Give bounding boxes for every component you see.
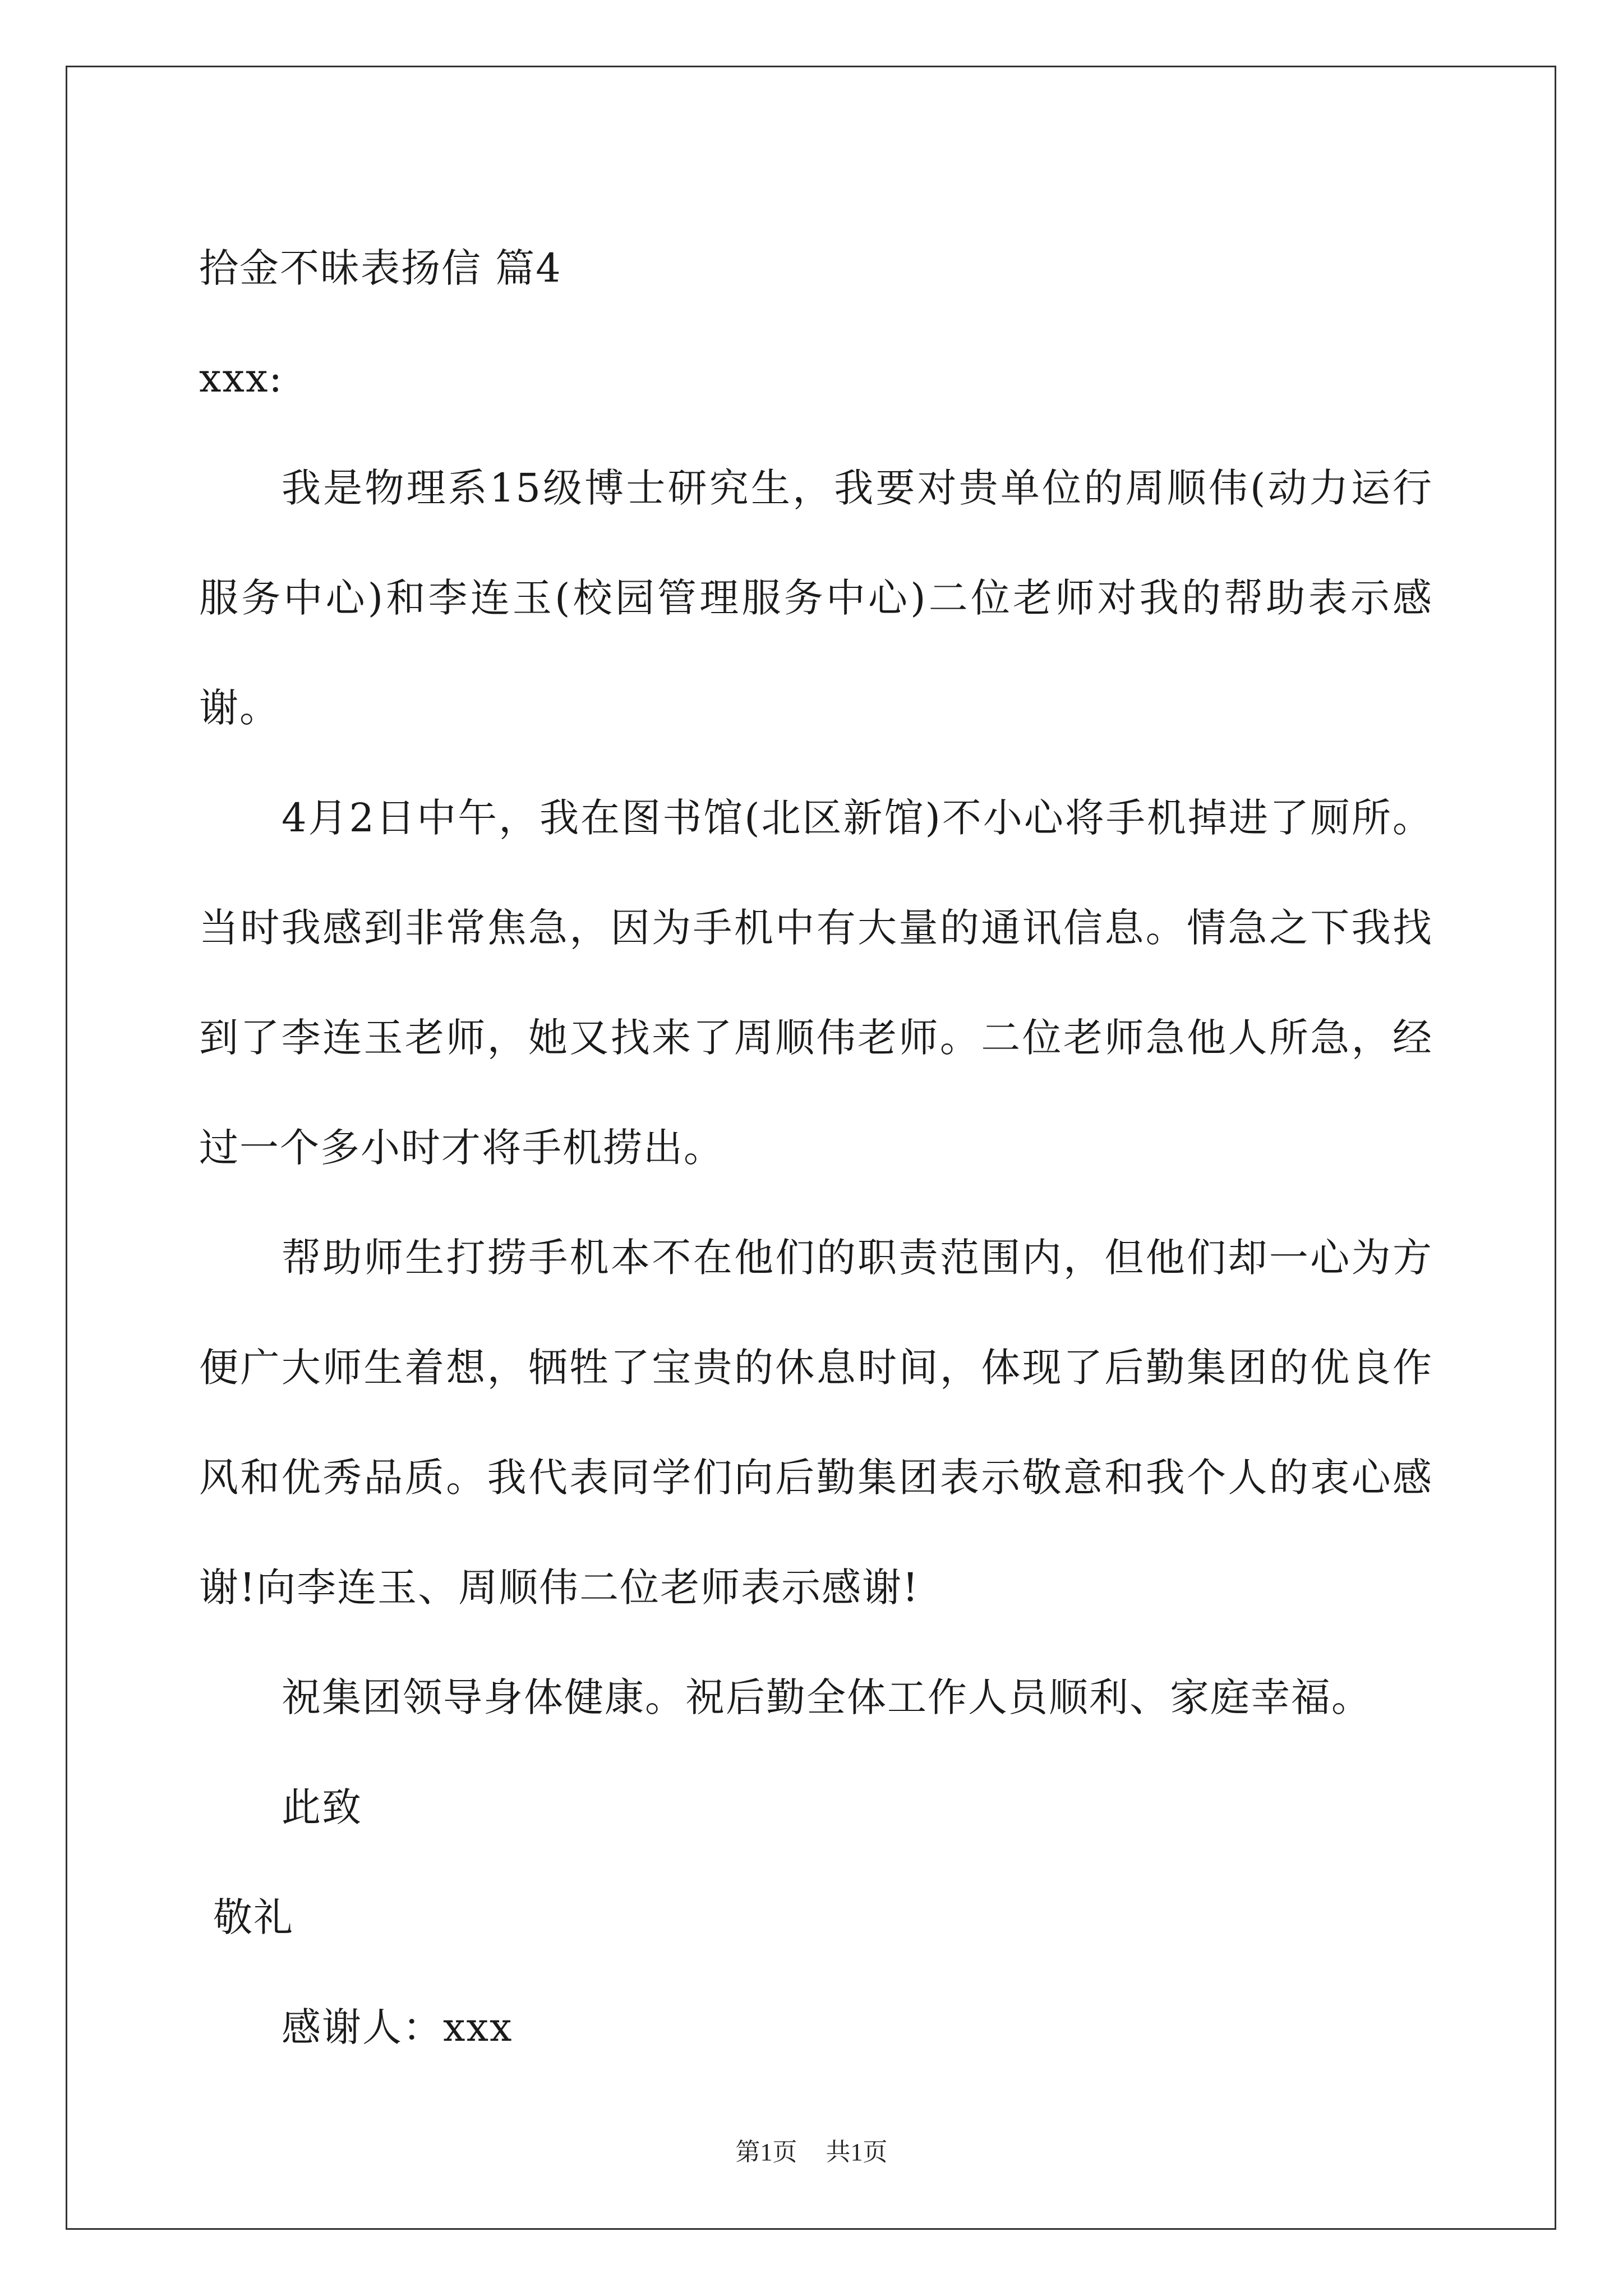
letter-salute: 敬礼 [213,1894,294,1940]
letter-greeting: xxx: [199,355,284,401]
letter-signature: 感谢人：xxx [282,2004,513,2050]
paragraph: 4月2日中午，我在图书馆(北区新馆)不小心将手机掉进了厕所。当时我感到非常焦急，因为手机中有大量的通讯信息。情急之下我找到了李连玉老师，她又找来了周顺伟老师。二位老师急他人所急，经过一个多小时才将手机捞出。 [199,795,1433,1171]
page-number-total: 共1页 [826,2138,888,2166]
paragraph: 我是物理系15级博士研究生，我要对贵单位的周顺伟(动力运行服务中心)和李连玉(校园管理服务中心)二位老师对我的帮助表示感谢。 [199,465,1433,731]
letter-title: 拾金不昧表扬信 篇4 [199,245,562,291]
paragraph: 祝集团领导身体健康。祝后勤全体工作人员顺利、家庭幸福。 [282,1674,1372,1720]
letter-body [199,213,1433,2082]
page-footer [0,2132,1623,2168]
page-number-current: 第1页 [735,2138,797,2166]
paragraph: 帮助师生打捞手机本不在他们的职责范围内，但他们却一心为方便广大师生着想，牺牲了宝贵的休息时间，体现了后勤集团的优良作风和优秀品质。我代表同学们向后勤集团表示敬意和我个人的衷心感谢!向李连玉、周顺伟二位老师表示感谢! [199,1235,1433,1611]
letter-closing: 此致 [282,1784,362,1830]
